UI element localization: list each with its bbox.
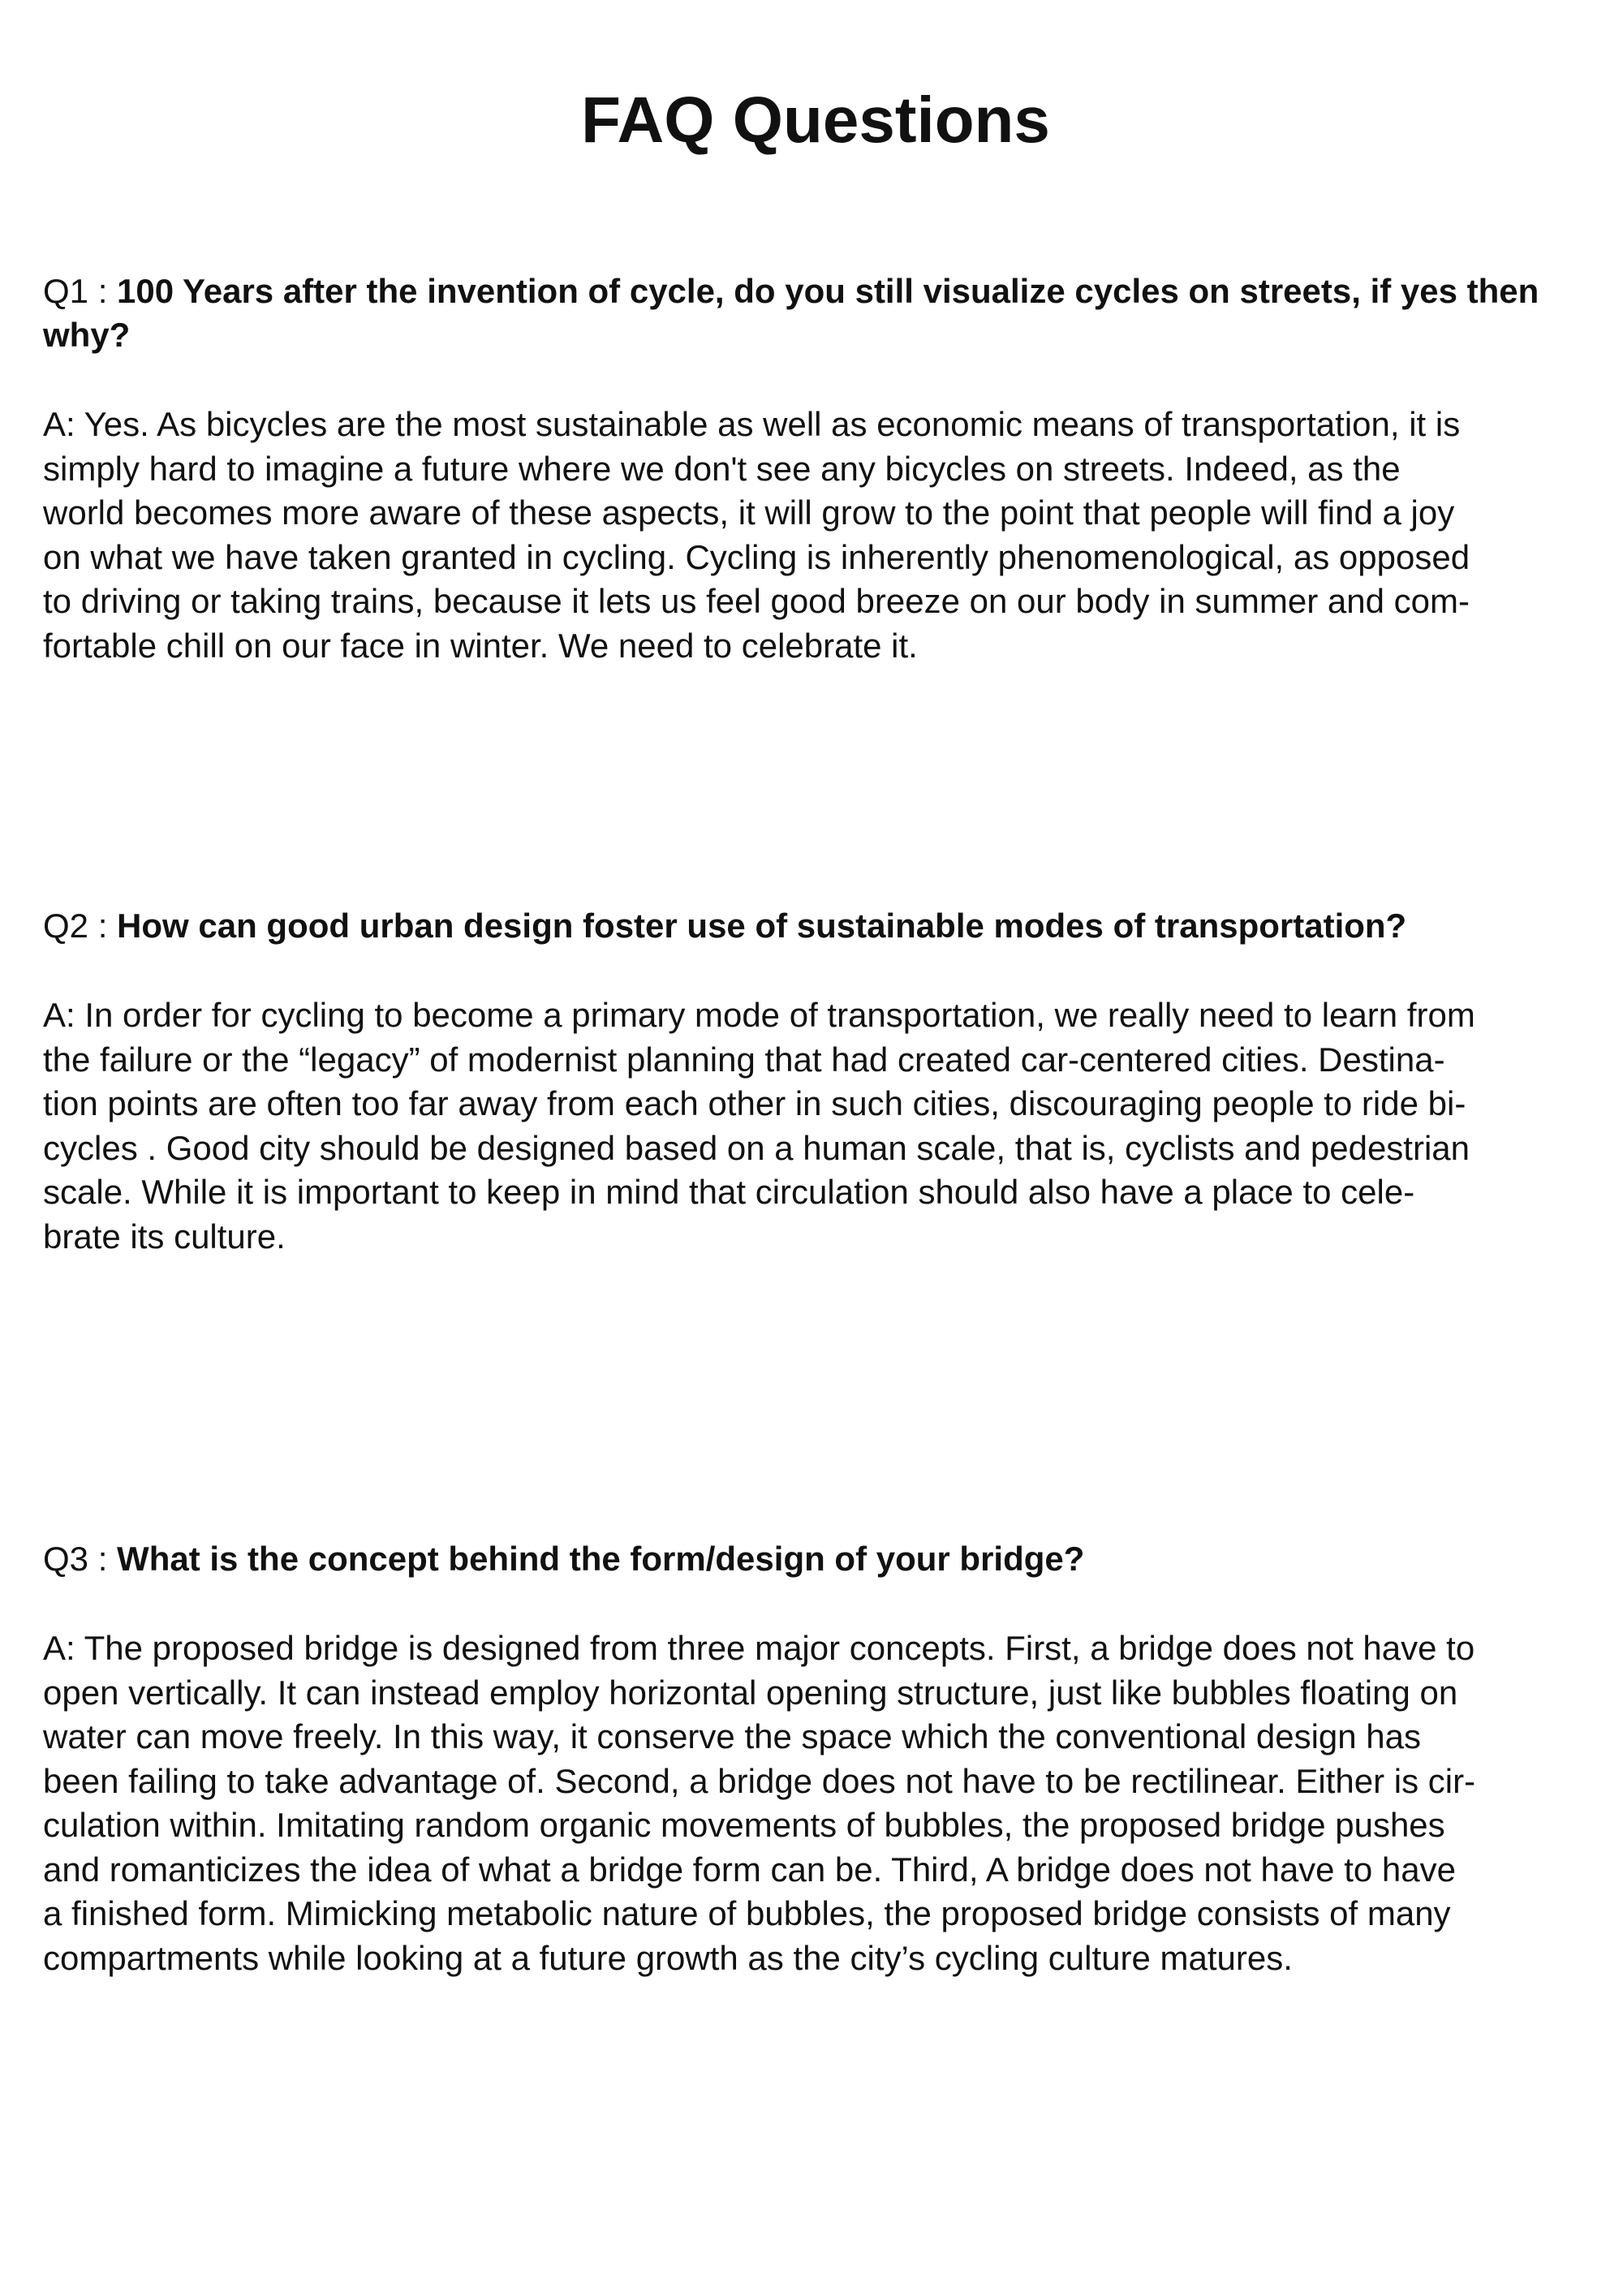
question-1 (43, 269, 1585, 357)
question-3-label: Q3 : (43, 1540, 118, 1578)
question-3 (43, 1537, 1585, 1581)
question-1-label: Q1 : (43, 272, 118, 310)
page-title: FAQ Questions (581, 84, 1050, 156)
question-3-text: What is the concept behind the form/design of your bridge? (117, 1540, 1085, 1578)
faq-item-1 (43, 269, 1585, 668)
faq-item-3 (43, 1537, 1585, 1980)
question-1-text: 100 Years after the invention of cycle, do you still visualize cycles on streets, if yes then why? (43, 272, 1539, 354)
question-2-text: How can good urban design foster use of sustainable modes of transportation? (117, 907, 1407, 945)
answer-3: A: The proposed bridge is designed from three major concepts. First, a bridge does not have to open vertically. It can instead employ horizontal opening structure, just like bubbles floating on water can move freely. In this way, it conserve the space which the conventional design has been failing to take advantage of. Second, a bridge does not have to be rectilinear. Either is cir- culation within. Imitating random organic movements of bubbles, the proposed bridge pushes and romanticizes the idea of what a bridge form can be. Third, A bridge does not have to have a finished form. Mimicking metabolic nature of bubbles, the proposed bridge consists of many compartments while looking at a future growth as the city’s cycling culture matures. (43, 1629, 1476, 1977)
faq-item-2 (43, 904, 1585, 1259)
question-2 (43, 904, 1585, 948)
question-2-label: Q2 : (43, 907, 118, 945)
answer-2: A: In order for cycling to become a primary mode of transportation, we really need to learn from the failure or the “legacy” of modernist planning that had created car-centered cities. Destina- tion points are often too far away from each other in such cities, discouraging people to ride bi- cycles . Good city should be designed based on a human scale, that is, cyclists and pedestrian scale. While it is important to keep in mind that circulation should also have a place to cele- brate its culture. (43, 996, 1475, 1256)
answer-1: A: Yes. As bicycles are the most sustainable as well as economic means of transportation, it is simply hard to imagine a future where we don't see any bicycles on streets. Indeed, as the world becomes more aware of these aspects, it will grow to the point that people will find a joy on what we have taken granted in cycling. Cycling is inherently phenomenological, as opposed to driving or taking trains, because it lets us feel good breeze on our body in summer and com- fortable chill on our face in winter. We need to celebrate it. (43, 405, 1470, 665)
